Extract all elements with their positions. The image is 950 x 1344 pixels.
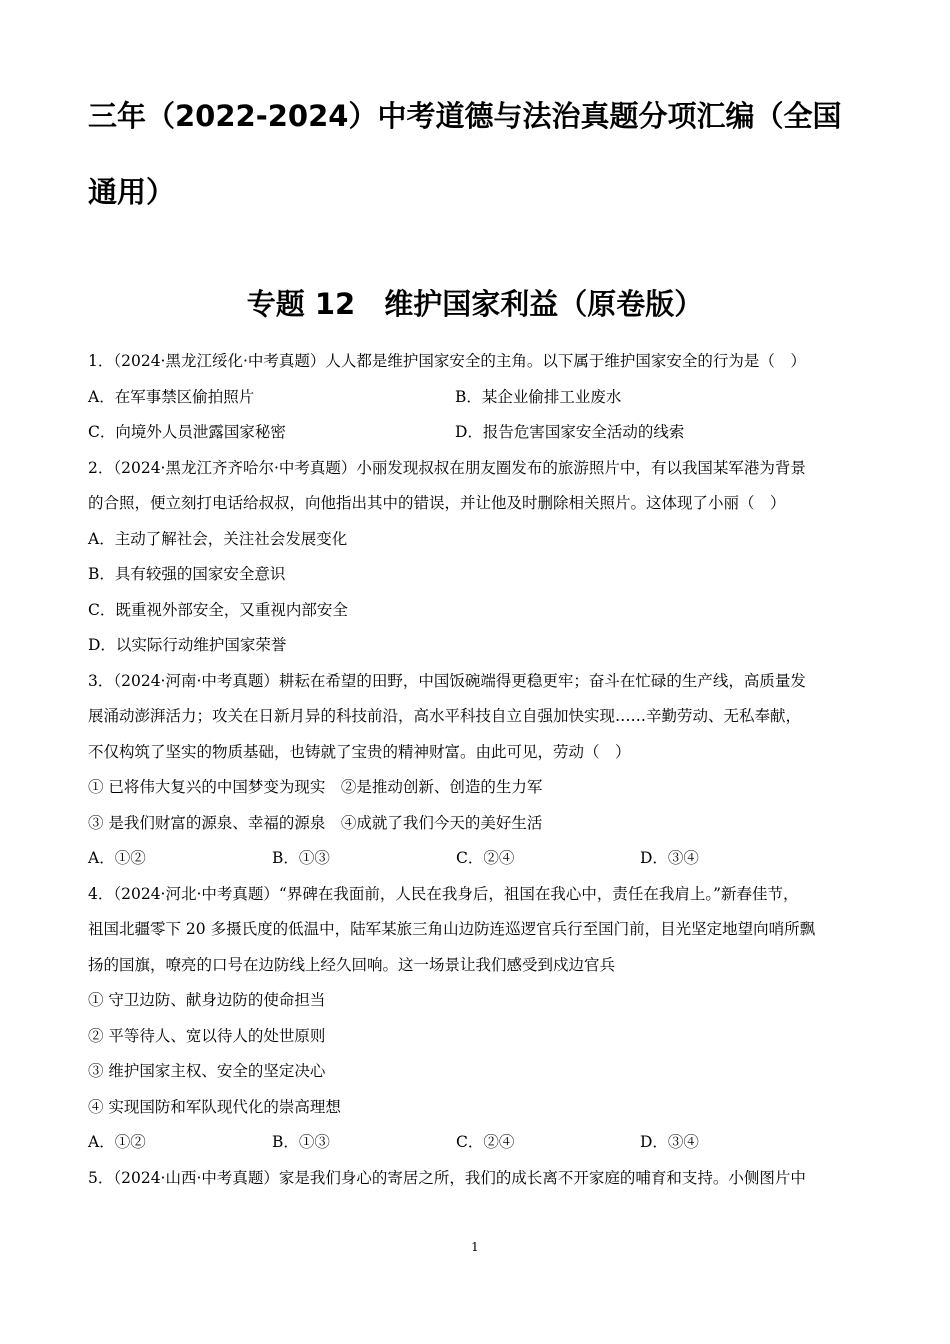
question-stem-line: 1．（2024·黑龙江绥化·中考真题）人人都是维护国家安全的主角。以下属于维护国家安全的行为是（ ）	[88, 352, 806, 370]
question-stem-line: 的合照，便立刻打电话给叔叔，向他指出其中的错误，并让他及时删除相关照片。这体现了小丽（ ）	[88, 494, 786, 512]
option-a: A．①②	[88, 1133, 146, 1151]
question-stem-line: 祖国北疆零下 20 多摄氏度的低温中，陆军某旅三角山边防连巡逻官兵行至国门前，目光坚定地望向哨所飘	[88, 920, 816, 938]
question-1	[88, 344, 868, 451]
option-row	[88, 415, 868, 451]
question-4	[88, 877, 868, 1161]
statement-line: ④ 实现国防和军队现代化的崇高理想	[88, 1097, 341, 1116]
question-stem-line: 2．（2024·黑龙江齐齐哈尔·中考真题）小丽发现叔叔在朋友圈发布的旅游照片中，有以我国某军港为背景	[88, 458, 806, 477]
question-stem-line: 4．（2024·河北·中考真题）“界碑在我面前，人民在我身后，祖国在我心中，责任在我肩上。”新春佳节，	[88, 884, 799, 903]
option-b: B．具有较强的国家安全意识	[88, 565, 286, 583]
question-stem-line: 不仅构筑了坚实的物质基础，也铸就了宝贵的精神财富。由此可见，劳动（ ）	[88, 742, 631, 761]
document-title: 三年（2022-2024）中考道德与法治真题分项汇编（全国通用）	[88, 99, 842, 209]
option-b: B．①③	[272, 849, 330, 867]
option-b: B．某企业偷排工业废水	[455, 387, 622, 406]
option-d: D．以实际行动维护国家荣誉	[88, 636, 287, 654]
option-row	[88, 1125, 868, 1161]
question-2	[88, 451, 868, 664]
option-d: D．报告危害国家安全活动的线索	[455, 423, 685, 441]
option-a: A．①②	[88, 849, 146, 867]
statement-line: ① 已将伟大复兴的中国梦变为现实 ②是推动创新、创造的生力军	[88, 778, 543, 796]
section-title: 专题 12 维护国家利益（原卷版）	[246, 287, 704, 321]
question-3	[88, 664, 868, 877]
page-number: 1	[471, 1240, 479, 1254]
question-stem-line: 展涌动澎湃活力；攻关在日新月异的科技前沿，高水平科技自立自强加快实现……辛勤劳动、无私奉献，	[88, 707, 802, 725]
option-c: C．既重视外部安全，又重视内部安全	[88, 600, 348, 619]
statement-line: ① 守卫边防、献身边防的使命担当	[88, 991, 326, 1009]
question-stem-line: 5．（2024·山西·中考真题）家是我们身心的寄居之所，我们的成长离不开家庭的哺育和支持。小侧图片中	[88, 1168, 806, 1187]
option-row	[88, 380, 868, 416]
option-d: D．③④	[640, 849, 699, 867]
option-row	[88, 841, 868, 877]
option-b: B．①③	[272, 1133, 330, 1151]
option-c: C．②④	[456, 1133, 515, 1151]
question-stem-line: 扬的国旗，嘹亮的口号在边防线上经久回响。这一场景让我们感受到戍边官兵	[88, 955, 616, 974]
statement-line: ② 平等待人、宽以待人的处世原则	[88, 1026, 326, 1045]
option-c: C．②④	[456, 849, 515, 867]
question-5	[88, 1161, 868, 1197]
option-d: D．③④	[640, 1133, 699, 1151]
option-a: A．在军事禁区偷拍照片	[88, 387, 255, 406]
question-stem-line: 3．（2024·河南·中考真题）耕耘在希望的田野，中国饭碗端得更稳更牢；奋斗在忙碌的生产线，高质量发	[88, 671, 806, 690]
statement-line: ③ 是我们财富的源泉、幸福的源泉 ④成就了我们今天的美好生活	[88, 813, 543, 832]
option-a: A．主动了解社会，关注社会发展变化	[88, 529, 348, 548]
question-list	[88, 344, 868, 1196]
statement-line: ③ 维护国家主权、安全的坚定决心	[88, 1062, 326, 1080]
option-c: C．向境外人员泄露国家秘密	[88, 423, 286, 441]
